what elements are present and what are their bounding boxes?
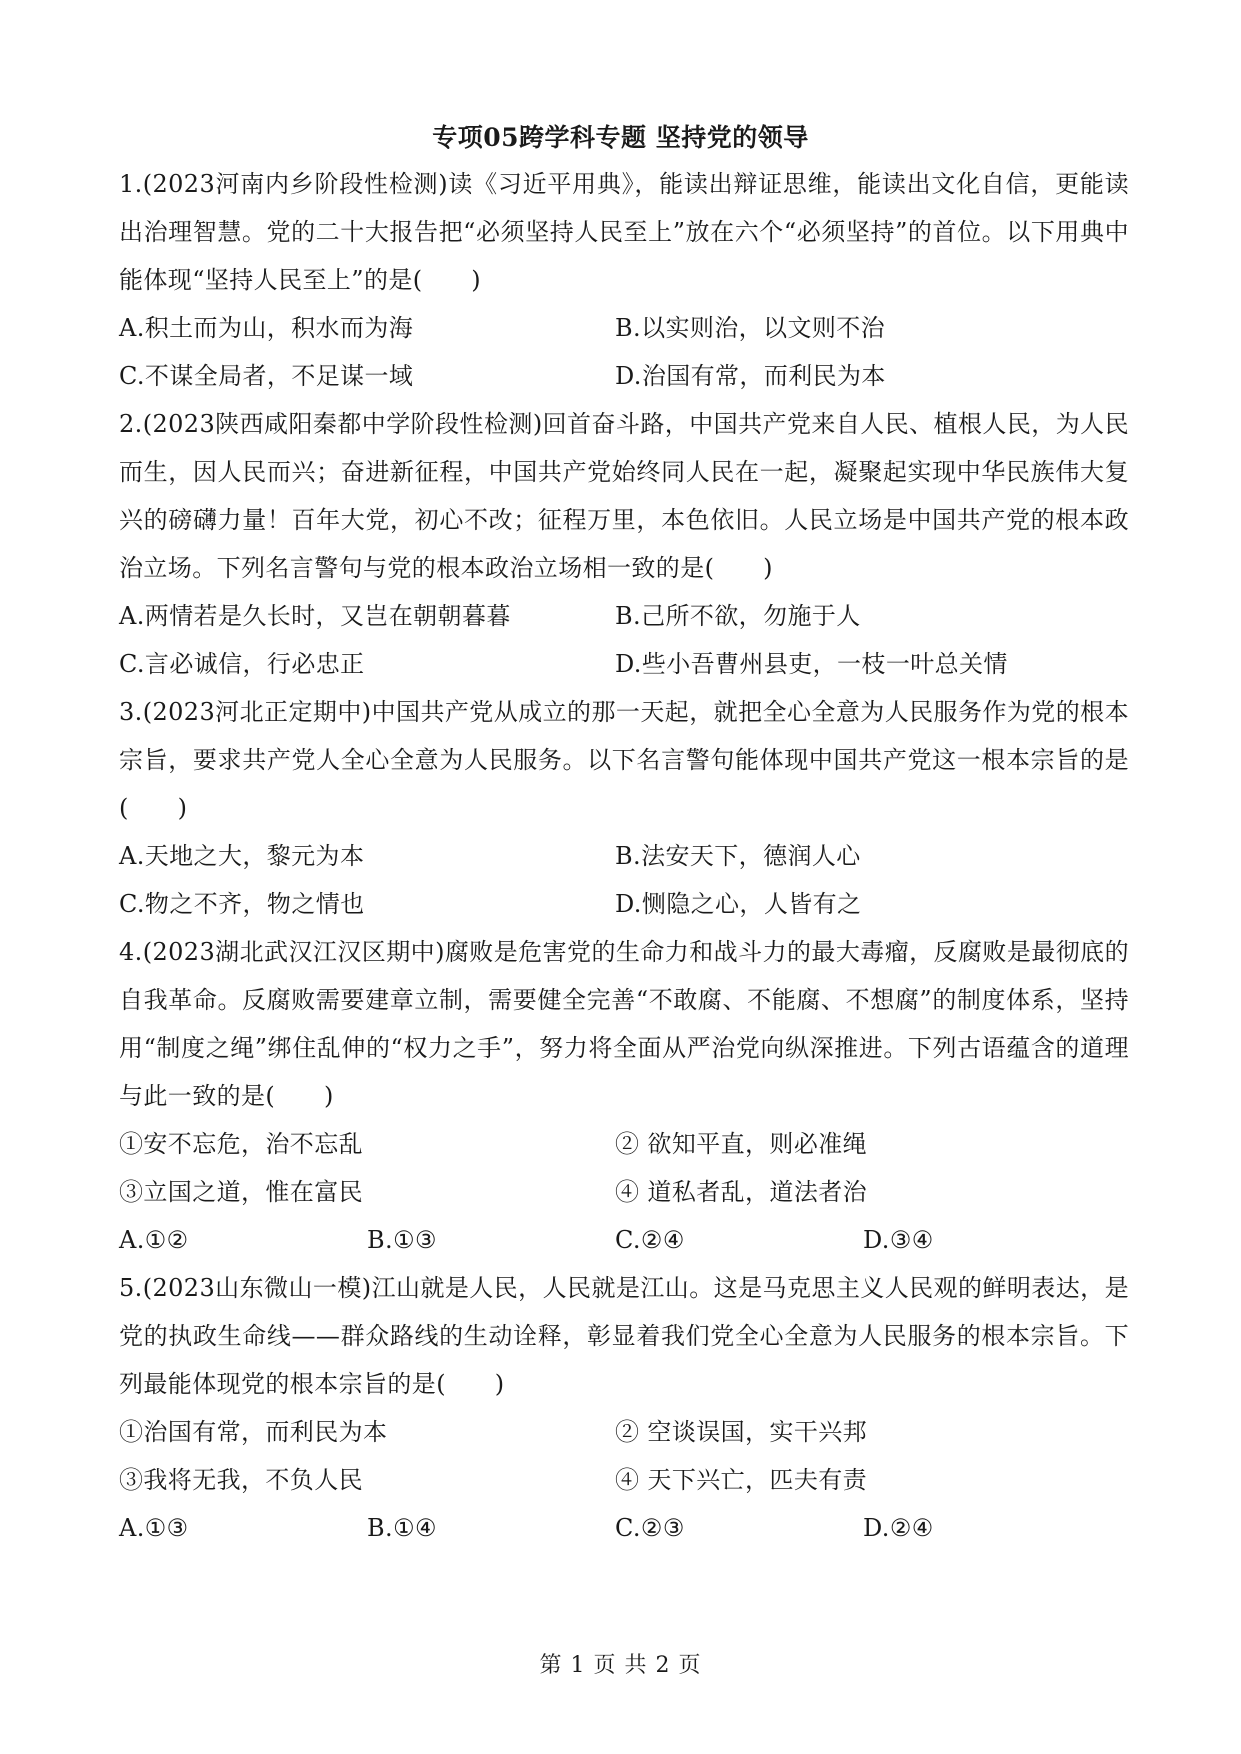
question-4 bbox=[119, 928, 1129, 1264]
question-stem: 4.(2023湖北武汉江汉区期中)腐败是危害党的生命力和战斗力的最大毒瘤，反腐败是最彻底的自我革命。反腐败需要建章立制，需要健全完善“不敢腐、不能腐、不想腐”的制度体系，坚持用“制度之绳”绑住乱伸的“权力之手”，努力将全面从严治党向纵深推进。下列古语蕴含的道理与此一致的是( ) bbox=[119, 938, 1129, 1110]
option-b: B.①④ bbox=[367, 1514, 437, 1542]
options-row bbox=[119, 1216, 1129, 1264]
option-a: A.①② bbox=[119, 1226, 189, 1254]
option-b: B.己所不欲，勿施于人 bbox=[615, 602, 861, 630]
options-row bbox=[119, 592, 1129, 640]
option-a: A.积土而为山，积水而为海 bbox=[119, 314, 414, 342]
options-row bbox=[119, 640, 1129, 688]
question-stem: 2.(2023陕西咸阳秦都中学阶段性检测)回首奋斗路，中国共产党来自人民、植根人民，为人民而生，因人民而兴；奋进新征程，中国共产党始终同人民在一起，凝聚起实现中华民族伟大复兴的磅礴力量！百年大党，初心不改；征程万里，本色依旧。人民立场是中国共产党的根本政治立场。下列名言警句与党的根本政治立场相一致的是( ) bbox=[119, 410, 1129, 582]
statement-4: ④ 天下兴亡，匹夫有责 bbox=[615, 1466, 868, 1494]
options-row bbox=[119, 832, 1129, 880]
option-c: C.不谋全局者，不足谋一域 bbox=[119, 362, 414, 390]
options-row bbox=[119, 1504, 1129, 1552]
option-a: A.①③ bbox=[119, 1514, 189, 1542]
statement-3: ③立国之道，惟在富民 bbox=[119, 1178, 363, 1206]
option-b: B.①③ bbox=[367, 1226, 437, 1254]
statements-row bbox=[119, 1408, 1129, 1456]
statements-row bbox=[119, 1120, 1129, 1168]
option-d: D.些小吾曹州县吏，一枝一叶总关情 bbox=[615, 650, 1008, 678]
option-d: D.②④ bbox=[863, 1514, 934, 1542]
page-footer: 第 1 页 共 2 页 bbox=[539, 1653, 702, 1678]
page-title: 专项05跨学科专题 坚持党的领导 bbox=[432, 123, 809, 152]
statements-row bbox=[119, 1456, 1129, 1504]
statement-4: ④ 道私者乱，道法者治 bbox=[615, 1178, 868, 1206]
statement-1: ①安不忘危，治不忘乱 bbox=[119, 1130, 363, 1158]
question-1 bbox=[119, 160, 1129, 400]
question-list bbox=[119, 160, 1129, 1552]
statement-1: ①治国有常，而利民为本 bbox=[119, 1418, 388, 1446]
question-3 bbox=[119, 688, 1129, 928]
option-b: B.法安天下，德润人心 bbox=[615, 842, 861, 870]
statements-row bbox=[119, 1168, 1129, 1216]
option-c: C.言必诚信，行必忠正 bbox=[119, 650, 365, 678]
question-stem: 1.(2023河南内乡阶段性检测)读《习近平用典》，能读出辩证思维，能读出文化自信，更能读出治理智慧。党的二十大报告把“必须坚持人民至上”放在六个“必须坚持”的首位。以下用典中能体现“坚持人民至上”的是( ) bbox=[119, 170, 1129, 294]
question-5 bbox=[119, 1264, 1129, 1552]
option-c: C.②④ bbox=[615, 1226, 685, 1254]
question-stem: 5.(2023山东微山一模)江山就是人民，人民就是江山。这是马克思主义人民观的鲜明表达，是党的执政生命线——群众路线的生动诠释，彰显着我们党全心全意为人民服务的根本宗旨。下列最能体现党的根本宗旨的是( ) bbox=[119, 1274, 1129, 1398]
option-b: B.以实则治，以文则不治 bbox=[615, 314, 886, 342]
option-d: D.治国有常，而利民为本 bbox=[615, 362, 886, 390]
options-row bbox=[119, 880, 1129, 928]
question-2 bbox=[119, 400, 1129, 688]
option-a: A.天地之大，黎元为本 bbox=[119, 842, 365, 870]
option-c: C.物之不齐，物之情也 bbox=[119, 890, 365, 918]
option-a: A.两情若是久长时，又岂在朝朝暮暮 bbox=[119, 602, 511, 630]
options-row bbox=[119, 352, 1129, 400]
statement-2: ② 欲知平直，则必准绳 bbox=[615, 1130, 868, 1158]
option-d: D.恻隐之心，人皆有之 bbox=[615, 890, 862, 918]
question-stem: 3.(2023河北正定期中)中国共产党从成立的那一天起，就把全心全意为人民服务作为党的根本宗旨，要求共产党人全心全意为人民服务。以下名言警句能体现中国共产党这一根本宗旨的是( ) bbox=[119, 698, 1129, 822]
options-row bbox=[119, 304, 1129, 352]
statement-2: ② 空谈误国，实干兴邦 bbox=[615, 1418, 868, 1446]
statement-3: ③我将无我，不负人民 bbox=[119, 1466, 363, 1494]
option-d: D.③④ bbox=[863, 1226, 934, 1254]
option-c: C.②③ bbox=[615, 1514, 685, 1542]
